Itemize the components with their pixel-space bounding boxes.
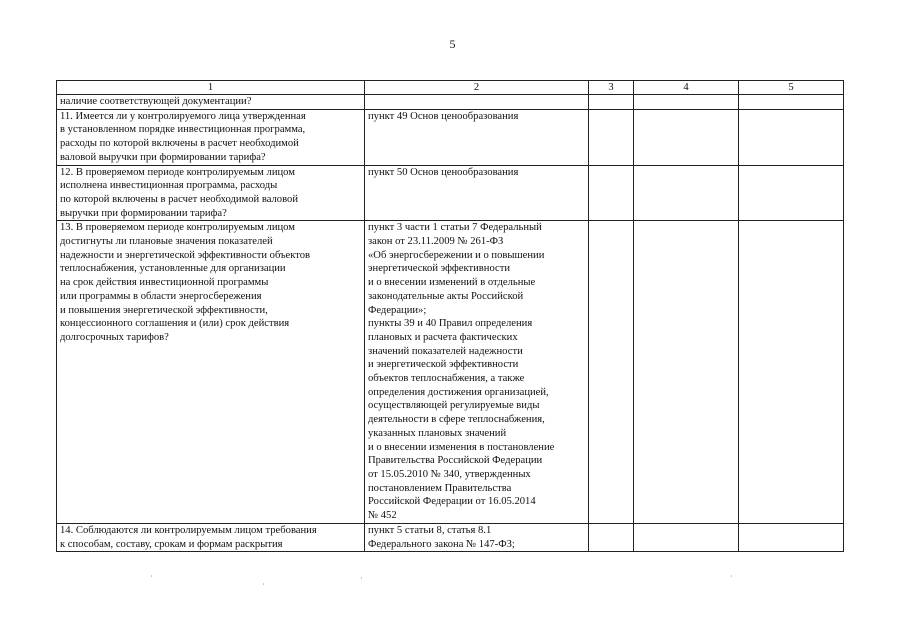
table-row — [57, 221, 844, 523]
answer-cell-c5 — [739, 523, 844, 551]
answer-cell-c3 — [589, 221, 634, 523]
question-cell — [57, 95, 365, 110]
legal-basis-line: законодательные акты Российской — [368, 290, 524, 302]
question-line: долгосрочных тарифов? — [60, 331, 169, 343]
question-line: расходы по которой включены в расчет необходимой — [60, 138, 299, 150]
answer-cell-c5 — [739, 221, 844, 523]
legal-basis-line: значений показателей надежности — [368, 345, 523, 357]
answer-cell-c4 — [634, 109, 739, 165]
legal-basis-line: от 15.05.2010 № 340, утвержденных — [368, 468, 531, 480]
legal-basis-line: осуществляющей регулируемые виды — [368, 400, 540, 412]
question-line: валовой выручки при формировании тарифа? — [60, 151, 266, 163]
legal-basis-line: плановых и расчета фактических — [368, 331, 518, 343]
question-cell — [57, 165, 365, 221]
question-line: достигнуты ли плановые значения показателей — [60, 236, 273, 248]
answer-cell-c4 — [634, 165, 739, 221]
legal-basis-line: пункт 50 Основ ценообразования — [368, 166, 519, 178]
header-col-3: 3 — [589, 81, 634, 95]
legal-basis-line: деятельности в сфере теплоснабжения, — [368, 414, 545, 426]
answer-cell-c5 — [739, 109, 844, 165]
legal-basis-line: пункт 49 Основ ценообразования — [368, 110, 519, 122]
checklist-table — [56, 80, 844, 552]
question-cell — [57, 221, 365, 523]
legal-basis-line: пункт 5 статьи 8, статья 8.1 — [368, 524, 492, 536]
question-line: выручки при формировании тарифа? — [60, 207, 227, 219]
question-line: 12. В проверяемом периоде контролируемым лицом — [60, 166, 295, 178]
legal-basis-cell — [365, 523, 589, 551]
answer-cell-c4 — [634, 523, 739, 551]
table-body — [57, 95, 844, 552]
question-cell — [57, 523, 365, 551]
legal-basis-line: энергетической эффективности — [368, 263, 511, 275]
legal-basis-line: закон от 23.11.2009 № 261-ФЗ — [368, 236, 504, 248]
legal-basis-line: пункт 3 части 1 статьи 7 Федеральный — [368, 222, 542, 234]
scan-artifact: · — [150, 572, 153, 581]
header-col-1: 1 — [57, 81, 365, 95]
question-line: 11. Имеется ли у контролируемого лица утвержденная — [60, 110, 306, 122]
question-line: по которой включены в расчет необходимой валовой — [60, 193, 298, 205]
answer-cell-c4 — [634, 221, 739, 523]
legal-basis-line: определения достижения организацией, — [368, 386, 549, 398]
legal-basis-line: и энергетической эффективности — [368, 359, 519, 371]
question-line: теплоснабжения, установленные для организации — [60, 263, 286, 275]
table-row — [57, 95, 844, 110]
question-cell — [57, 109, 365, 165]
question-line: исполнена инвестиционная программа, расходы — [60, 180, 278, 192]
scan-artifact: · — [262, 580, 265, 589]
legal-basis-line: Федерального закона № 147-ФЗ; — [368, 538, 515, 550]
legal-basis-cell — [365, 165, 589, 221]
legal-basis-line: и о внесении изменения в постановление — [368, 441, 555, 453]
page-number: 5 — [449, 37, 456, 51]
question-line: или программы в области энергосбережения — [60, 290, 262, 302]
legal-basis-line: и о внесении изменений в отдельные — [368, 277, 536, 289]
question-line: концессионного соглашения и (или) срок действия — [60, 318, 290, 330]
legal-basis-line: Федерации»; — [368, 304, 427, 316]
legal-basis-line: Правительства Российской Федерации — [368, 455, 543, 467]
answer-cell-c4 — [634, 95, 739, 110]
question-line: надежности и энергетической эффективности объектов — [60, 249, 311, 261]
header-col-4: 4 — [634, 81, 739, 95]
answer-cell-c3 — [589, 523, 634, 551]
table-row — [57, 523, 844, 551]
answer-cell-c3 — [589, 165, 634, 221]
answer-cell-c3 — [589, 95, 634, 110]
legal-basis-cell — [365, 109, 589, 165]
question-line: к способам, составу, срокам и формам раскрытия — [60, 538, 283, 550]
question-line: 13. В проверяемом периоде контролируемым лицом — [60, 222, 295, 234]
scan-artifact: · — [360, 574, 363, 583]
legal-basis-line: объектов теплоснабжения, а также — [368, 373, 525, 385]
legal-basis-line: постановлением Правительства — [368, 482, 512, 494]
question-line: и повышения энергетической эффективности, — [60, 304, 268, 316]
legal-basis-line: Российской Федерации от 16.05.2014 — [368, 496, 536, 508]
header-col-5: 5 — [739, 81, 844, 95]
header-row — [57, 81, 844, 95]
question-line: наличие соответствующей документации? — [60, 96, 252, 107]
legal-basis-line: «Об энергосбережении и о повышении — [368, 249, 545, 261]
legal-basis-line: № 452 — [368, 510, 397, 522]
table-row — [57, 165, 844, 221]
question-line: на срок действия инвестиционной программы — [60, 277, 269, 289]
legal-basis-line: указанных плановых значений — [368, 427, 507, 439]
table-row — [57, 109, 844, 165]
answer-cell-c5 — [739, 95, 844, 110]
legal-basis-line: пункты 39 и 40 Правил определения — [368, 318, 533, 330]
question-line: в установленном порядке инвестиционная программа, — [60, 124, 306, 136]
header-col-2: 2 — [365, 81, 589, 95]
scan-artifact: · — [730, 572, 733, 581]
answer-cell-c5 — [739, 165, 844, 221]
answer-cell-c3 — [589, 109, 634, 165]
legal-basis-cell — [365, 221, 589, 523]
question-line: 14. Соблюдаются ли контролируемым лицом требования — [60, 524, 317, 536]
legal-basis-cell — [365, 95, 589, 110]
